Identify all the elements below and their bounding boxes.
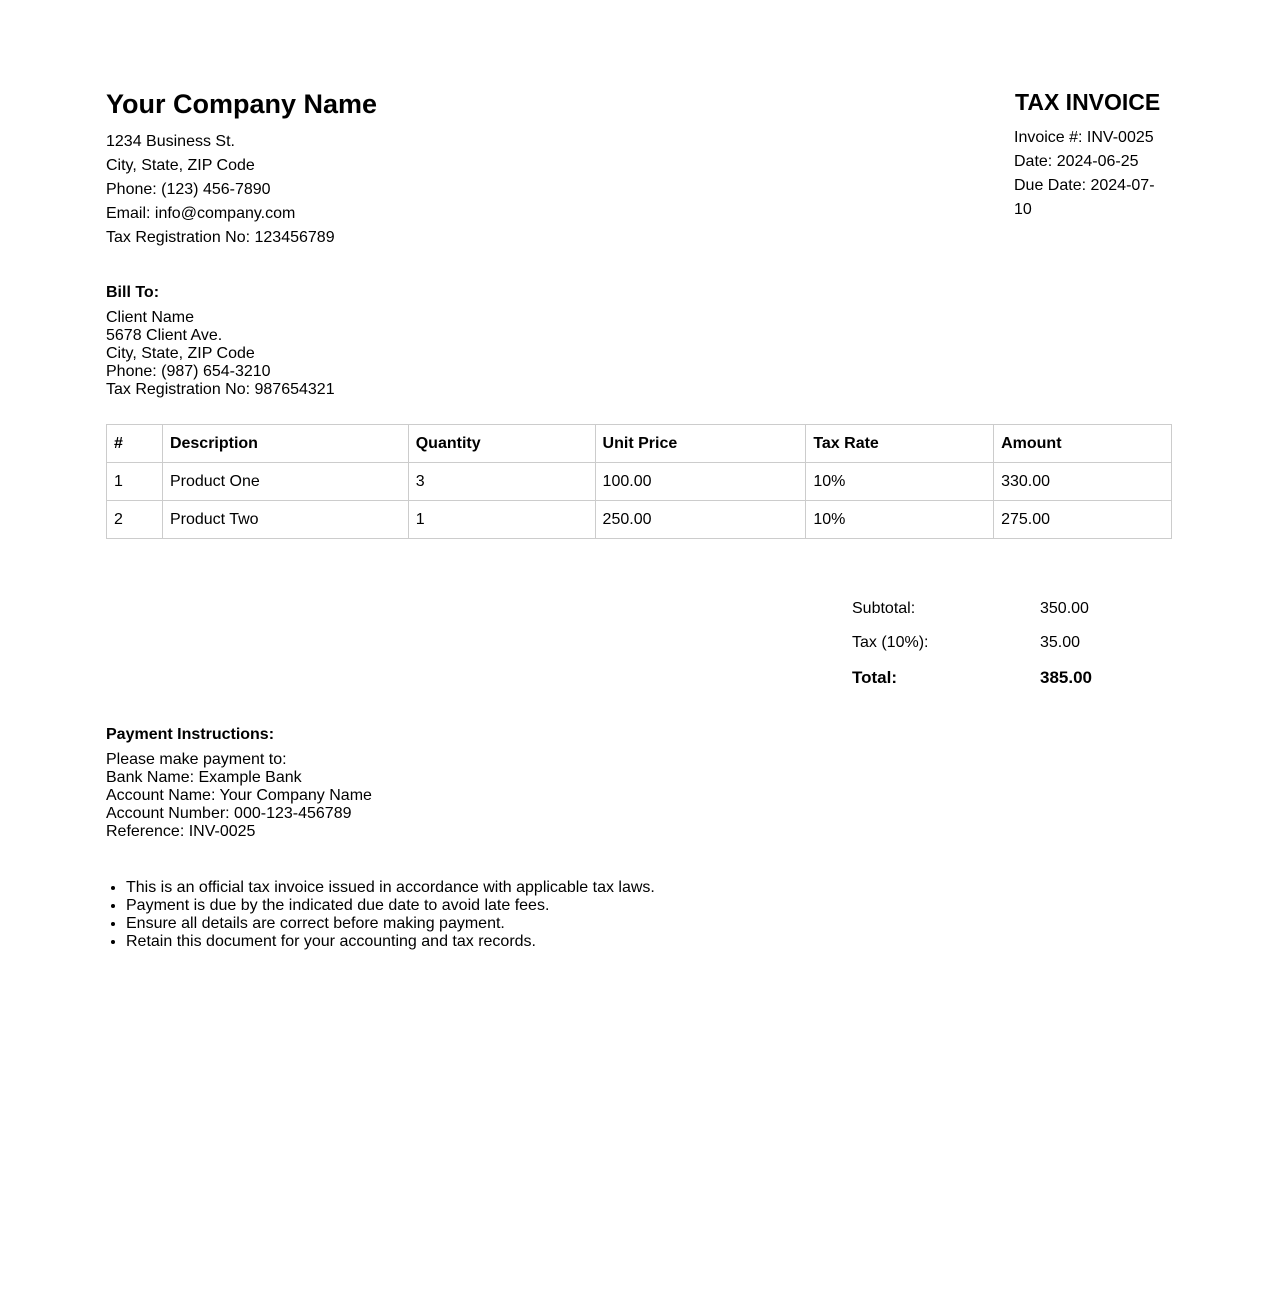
column-header-quantity: Quantity xyxy=(408,425,595,463)
company-email: Email: info@company.com xyxy=(106,205,296,222)
subtotal-row xyxy=(852,592,1160,626)
client-address: 5678 Client Ave. xyxy=(106,327,223,344)
invoice-page xyxy=(106,0,1172,950)
cell-description: Product One xyxy=(162,463,408,501)
list-item: • This is an official tax invoice issued in accordance with applicable tax laws. xyxy=(126,879,655,897)
tax-value: 35.00 xyxy=(1040,634,1081,651)
total-label: Total: xyxy=(852,668,898,687)
total-row xyxy=(852,660,1160,696)
column-header-amount: Amount xyxy=(994,425,1172,463)
bill-to-section xyxy=(106,283,335,399)
column-header-tax-rate: Tax Rate xyxy=(806,425,994,463)
column-header-number: # xyxy=(107,425,163,463)
column-header-unit-price: Unit Price xyxy=(595,425,806,463)
cell-tax-rate: 10% xyxy=(806,501,994,539)
cell-number: 2 xyxy=(107,501,163,539)
client-city: City, State, ZIP Code xyxy=(106,345,255,362)
payment-instructions xyxy=(106,725,372,841)
payment-account-name: Account Name: Your Company Name xyxy=(106,787,372,804)
payment-reference: Reference: INV-0025 xyxy=(106,823,256,840)
payment-intro: Please make payment to: xyxy=(106,751,287,768)
company-tax-reg: Tax Registration No: 123456789 xyxy=(106,229,335,246)
subtotal-label: Subtotal: xyxy=(852,600,916,617)
invoice-date: Date: 2024-06-25 xyxy=(1014,153,1139,170)
total-value: 385.00 xyxy=(1040,668,1092,687)
payment-heading: Payment Instructions: xyxy=(106,726,275,743)
invoice-due-date: Due Date: 2024-07-10 xyxy=(1014,177,1155,218)
list-item: • Retain this document for your accounting and tax records. xyxy=(126,933,655,951)
cell-description: Product Two xyxy=(162,501,408,539)
list-item: • Ensure all details are correct before making payment. xyxy=(126,915,655,933)
column-header-description: Description xyxy=(162,425,408,463)
list-item: • Payment is due by the indicated due date to avoid late fees. xyxy=(126,897,655,915)
notes-list xyxy=(106,879,655,951)
payment-account-number: Account Number: 000-123-456789 xyxy=(106,805,352,822)
invoice-number: Invoice #: INV-0025 xyxy=(1014,129,1154,146)
totals-section xyxy=(852,592,1160,696)
company-city: City, State, ZIP Code xyxy=(106,157,255,174)
cell-unit-price: 100.00 xyxy=(595,463,806,501)
cell-unit-price: 250.00 xyxy=(595,501,806,539)
payment-bank-name: Bank Name: Example Bank xyxy=(106,769,302,786)
client-tax-reg: Tax Registration No: 987654321 xyxy=(106,381,335,398)
cell-tax-rate: 10% xyxy=(806,463,994,501)
company-address: 1234 Business St. xyxy=(106,133,235,150)
company-name: Your Company Name xyxy=(106,89,378,119)
cell-number: 1 xyxy=(107,463,163,501)
invoice-meta xyxy=(1014,88,1172,222)
invoice-title: TAX INVOICE xyxy=(1015,89,1161,115)
line-items-table xyxy=(106,424,1172,539)
subtotal-value: 350.00 xyxy=(1040,600,1089,617)
bill-to-heading: Bill To: xyxy=(106,284,160,301)
client-name: Client Name xyxy=(106,309,195,326)
table-header-row xyxy=(107,425,1172,463)
table-row xyxy=(107,501,1172,539)
cell-amount: 275.00 xyxy=(994,501,1172,539)
cell-amount: 330.00 xyxy=(994,463,1172,501)
company-info xyxy=(106,88,377,250)
tax-row xyxy=(852,626,1160,660)
table-row xyxy=(107,463,1172,501)
cell-quantity: 3 xyxy=(408,463,595,501)
cell-quantity: 1 xyxy=(408,501,595,539)
tax-label: Tax (10%): xyxy=(852,634,929,651)
client-phone: Phone: (987) 654-3210 xyxy=(106,363,271,380)
company-phone: Phone: (123) 456-7890 xyxy=(106,181,271,198)
invoice-header xyxy=(106,0,1172,270)
